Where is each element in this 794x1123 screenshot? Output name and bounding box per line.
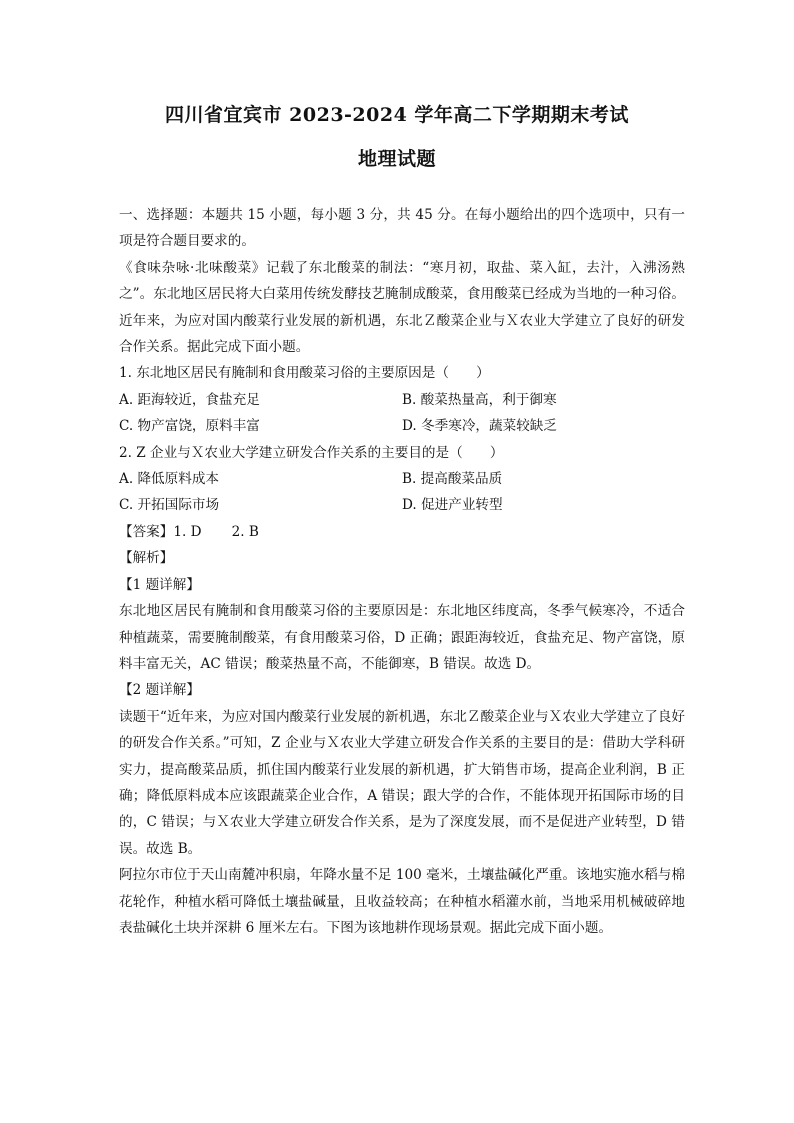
question-1-options-row-1 bbox=[119, 387, 685, 413]
answer-2: 2. B bbox=[231, 523, 259, 540]
question-1-stem: 1. 东北地区居民有腌制和食用酸菜习俗的主要原因是（ ） bbox=[119, 365, 490, 382]
section-instructions: 一、选择题：本题共 15 小题，每小题 3 分，共 45 分。在每小题给出的四个选项中，只有一项是符合题目要求的。 bbox=[119, 207, 685, 250]
question-2-option-a: A. 降低原料成本 bbox=[119, 471, 220, 488]
question-2-option-c: C. 开拓国际市场 bbox=[119, 497, 220, 514]
question-1-option-b: B. 酸菜热量高，利于御寒 bbox=[402, 391, 557, 408]
question-2-options-row-2 bbox=[119, 492, 685, 518]
exam-subject: 地理试题 bbox=[357, 148, 436, 170]
detail-2-text: 读题干“近年来，为应对国内酸菜行业发展的新机遇，东北Ｚ酸菜企业与Ｘ农业大学建立了良好的研发合作关系。”可知，Z 企业与Ｘ农业大学建立研发合作关系的主要目的是：借助大学科研实力，提高酸菜品质，抓住国内酸菜行业发展的新机遇，扩大销售市场，提高企业利润，B 正确；降低原料成本应该跟蔬菜企业合作，A 错误；跟大学的合作，不能体现开拓国际市场的目的，C 错误；与Ｘ农业大学建立研发合作关系，是为了深度发展，而不是促进产业转型，D 错误。故选 B。 bbox=[119, 708, 685, 857]
question-1-option-c: C. 物产富饶，原料丰富 bbox=[119, 418, 260, 435]
answer-label: 【答案】 bbox=[119, 523, 174, 540]
answer-line bbox=[119, 519, 685, 545]
question-2-option-d: D. 促进产业转型 bbox=[402, 497, 503, 514]
question-2-option-b: B. 提高酸菜品质 bbox=[402, 471, 503, 488]
detail-1-label: 【1 题详解】 bbox=[119, 576, 200, 593]
answer-1: 1. D bbox=[173, 523, 202, 540]
passage-2: 阿拉尔市位于天山南麓冲积扇，年降水量不足 100 毫米，土壤盐碱化严重。该地实施水稻与棉花轮作，种植水稻可降低土壤盐碱量，且收益较高；在种植水稻灌水前，当地采用机械破碎地表盐碱化土块并深耕 6 厘米左右。下图为该地耕作现场景观。据此完成下面小题。 bbox=[119, 867, 685, 936]
question-2-options-row-1 bbox=[119, 466, 685, 492]
analysis-label: 【解析】 bbox=[119, 550, 174, 567]
exam-title: 四川省宜宾市 2023-2024 学年高二下学期期末考试 bbox=[165, 104, 629, 126]
question-2-stem: 2. Z 企业与Ｘ农业大学建立研发合作关系的主要目的是（ ） bbox=[119, 444, 504, 461]
exam-body bbox=[119, 202, 685, 941]
question-1-option-d: D. 冬季寒冷，蔬菜较缺乏 bbox=[402, 418, 557, 435]
detail-2-label: 【2 题详解】 bbox=[119, 682, 200, 699]
detail-1-text: 东北地区居民有腌制和食用酸菜习俗的主要原因是：东北地区纬度高，冬季气候寒冷，不适合种植蔬菜，需要腌制酸菜，有食用酸菜习俗，D 正确；跟距海较近，食盐充足、物产富饶，原料丰富无关，AC 错误；酸菜热量不高，不能御寒，B 错误。故选 D。 bbox=[119, 603, 685, 672]
question-1-option-a: A. 距海较近，食盐充足 bbox=[119, 391, 260, 408]
passage-1: 《食味杂咏·北味酸菜》记载了东北酸菜的制法：“寒月初，取盐、菜入缸，去汁，入沸汤熟之”。东北地区居民将大白菜用传统发酵技艺腌制成酸菜，食用酸菜已经成为当地的一种习俗。近年来，为应对国内酸菜行业发展的新机遇，东北Ｚ酸菜企业与Ｘ农业大学建立了良好的研发合作关系。据此完成下面小题。 bbox=[119, 259, 685, 356]
question-1-options-row-2 bbox=[119, 413, 685, 439]
